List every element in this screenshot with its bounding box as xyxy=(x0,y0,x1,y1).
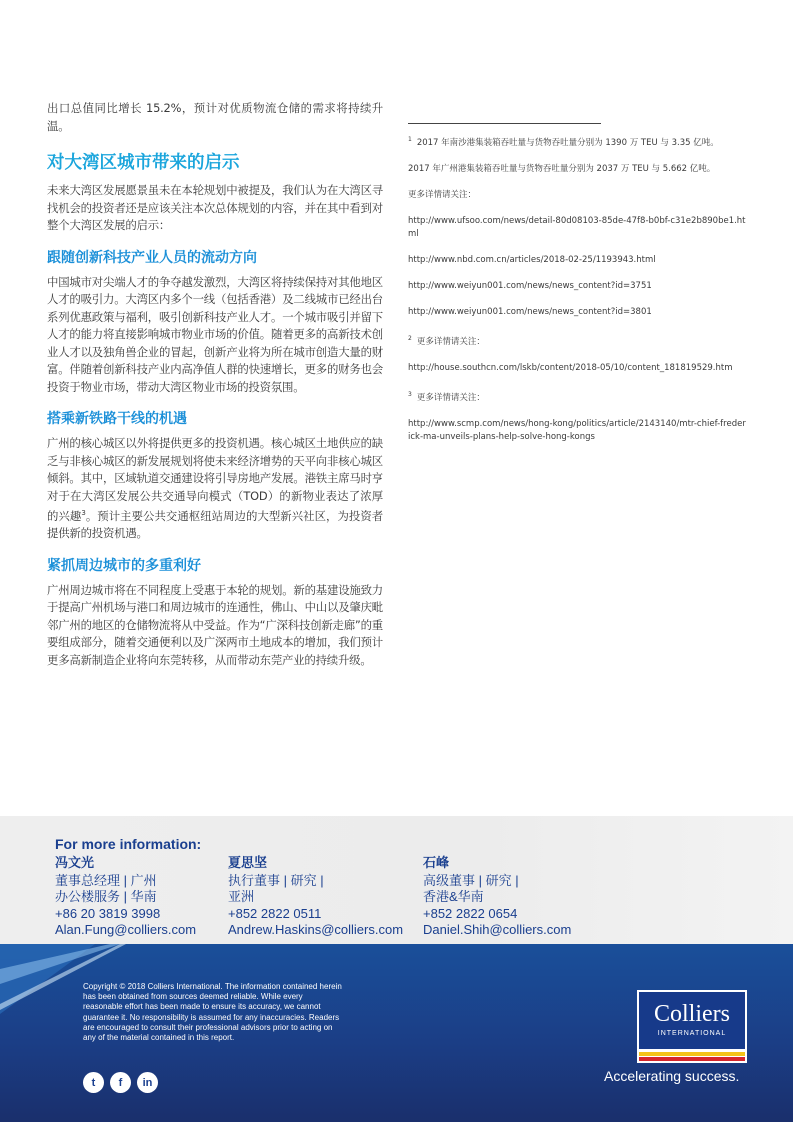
paragraph xyxy=(47,435,383,543)
logo-red-bar xyxy=(639,1057,745,1061)
section-heading: 对大湾区城市带来的启示 xyxy=(47,153,240,173)
paragraph-intro: 出口总值同比增长 15.2%，预计对优质物流仓储的需求将持续升温。 xyxy=(47,101,383,133)
source-link[interactable]: http://www.nbd.com.cn/articles/2018-02-25/1193943.html xyxy=(408,255,656,266)
paragraph: 广州周边城市将在不同程度上受惠于本轮的规划。新的基建设施致力于提高广州机场与港口和周边城市的连通性，佛山、中山以及肇庆毗邻广州的地区的仓储物流将从中受益。作为“广深科技创新走廊”的重要组成部分，随着交通便利以及广深两市土地成本的增加，我们预计更多高新制造企业将向东莞转移，从而带动东莞产业的持续升级。 xyxy=(47,582,383,667)
contact-role: 亚洲 xyxy=(228,889,255,904)
more-info-label: 更多详情请关注： xyxy=(408,189,477,200)
logo-subtitle: INTERNATIONAL xyxy=(657,1030,727,1037)
footnote-text: 2017 年南沙港集装箱吞吐量与货物吞吐量分别为 1390 万 TEU 与 3.35 亿吨。 xyxy=(416,137,719,148)
contact-card xyxy=(55,856,196,939)
contact-phone[interactable]: +852 2822 0511 xyxy=(228,905,322,921)
contact-card xyxy=(423,856,571,939)
contact-role: 香港&华南 xyxy=(423,889,484,904)
contact-name: 夏思坚 xyxy=(228,856,268,871)
paragraph: 未来大湾区发展愿景虽未在本轮规划中被提及，我们认为在大湾区寻找机会的投资者还是应该关注本次总体规划的内容，并在其中看到对整个大湾区发展的启示： xyxy=(47,183,383,232)
source-link[interactable]: http://www.weiyun001.com/news/news_content?id=3801 xyxy=(408,307,652,318)
footnote-divider xyxy=(408,123,601,124)
facebook-icon[interactable]: f xyxy=(110,1072,131,1093)
footer-banner xyxy=(0,944,793,1122)
main-text-column xyxy=(47,100,383,669)
footnote-number: 1 xyxy=(408,136,412,143)
footnotes-column xyxy=(408,123,748,457)
copyright-notice: Copyright © 2018 Colliers International. The information contained herein has been obtained from sources deemed reliable. While every reasonable effort has been made to ensure its accuracy, we cannot guarantee it. No responsibility is assumed for any inaccuracies. Readers are encouraged to consult their professional advisors prior to acting on any of the material contained in this report. xyxy=(83,982,342,1043)
footnote-3 xyxy=(408,388,748,405)
footnote-text: 2017 年广州港集装箱吞吐量与货物吞吐量分别为 2037 万 TEU 与 5.662 亿吨。 xyxy=(408,163,716,174)
contact-phone[interactable]: +852 2822 0654 xyxy=(423,905,518,921)
contact-role: 办公楼服务 | 华南 xyxy=(55,889,157,904)
contact-name: 石峰 xyxy=(423,856,450,871)
footnote-2 xyxy=(408,332,748,349)
twitter-icon[interactable]: t xyxy=(83,1072,104,1093)
subheading-railway: 搭乘新铁路干线的机遇 xyxy=(47,411,187,427)
logo-yellow-bar xyxy=(639,1052,745,1056)
contact-role: 高级董事 | 研究 | xyxy=(423,872,519,888)
source-link[interactable]: http://www.ufsoo.com/news/detail-80d08103-85de-47f8-b0bf-c31e2b890be1.html xyxy=(408,215,746,240)
subheading-talent: 跟随创新科技产业人员的流动方向 xyxy=(47,249,257,266)
contact-panel xyxy=(0,816,793,944)
more-info-label: 更多详情请关注： xyxy=(416,337,485,348)
source-link[interactable]: http://house.southcn.com/lskb/content/2018-05/10/content_181819529.htm xyxy=(408,363,733,374)
source-link[interactable]: http://www.scmp.com/news/hong-kong/politics/article/2143140/mtr-chief-frederick-ma-unveils-plans-help-solve-hong-kongs xyxy=(408,418,746,443)
footnote-number: 3 xyxy=(408,391,412,399)
source-link[interactable]: http://www.weiyun001.com/news/news_content?id=3751 xyxy=(408,281,652,292)
paragraph-text: 广州的核心城区以外将提供更多的投资机遇。核心城区土地供应的缺乏与非核心城区的新发展规划将使未来经济增势的天平向非核心城区倾斜。其中，区域轨道交通建设将引导房地产发展。港铁主席马时亨对于在大湾区发展公共交通导向模式（TOD）的新物业表达了浓厚的兴趣 xyxy=(47,436,383,523)
subheading-neighbor-cities: 紧抓周边城市的多重利好 xyxy=(47,557,201,574)
paragraph-text: 。预计主要公共交通枢纽站周边的大型新兴社区，为投资者提供新的投资机遇。 xyxy=(47,508,383,541)
paragraph: 中国城市对尖端人才的争夺越发激烈，大湾区将持续保持对其他地区人才的吸引力。大湾区内多个一线（包括香港）及二线城市已经出台系列优惠政策与福利，吸引创新科技产业人才。一个城市吸引并留下人才的能力将直接影响城市物业市场的价值。随着更多的高新技术创业人才以及独角兽企业的冒起，创新产业将为所在城市创造大量的财富。伴随着创新科技产业内高净值人群的快速增长，更多的财务也会投资于物业市场，带动大湾区物业市场的投资氛围。 xyxy=(47,274,383,394)
more-info-label: 更多详情请关注： xyxy=(416,392,485,403)
contact-email[interactable]: Daniel.Shih@colliers.com xyxy=(423,922,572,937)
footnote-ref[interactable]: 3 xyxy=(81,509,86,517)
contact-role: 董事总经理 | 广州 xyxy=(55,872,157,888)
contact-email[interactable]: Andrew.Haskins@colliers.com xyxy=(228,922,404,937)
colliers-logo xyxy=(637,990,747,1063)
contact-phone[interactable]: +86 20 3819 3998 xyxy=(55,905,161,921)
logo-wordmark: Colliers xyxy=(654,1001,730,1027)
contact-name: 冯文光 xyxy=(55,856,95,871)
contact-card xyxy=(228,856,403,939)
footnote-1 xyxy=(408,133,748,150)
footnote-number: 2 xyxy=(408,335,412,343)
tagline: Accelerating success. xyxy=(604,1068,740,1084)
linkedin-icon[interactable]: in xyxy=(137,1072,158,1093)
contact-title: For more information: xyxy=(55,836,202,852)
contact-email[interactable]: Alan.Fung@colliers.com xyxy=(55,922,197,937)
contact-role: 执行董事 | 研究 | xyxy=(228,872,324,888)
